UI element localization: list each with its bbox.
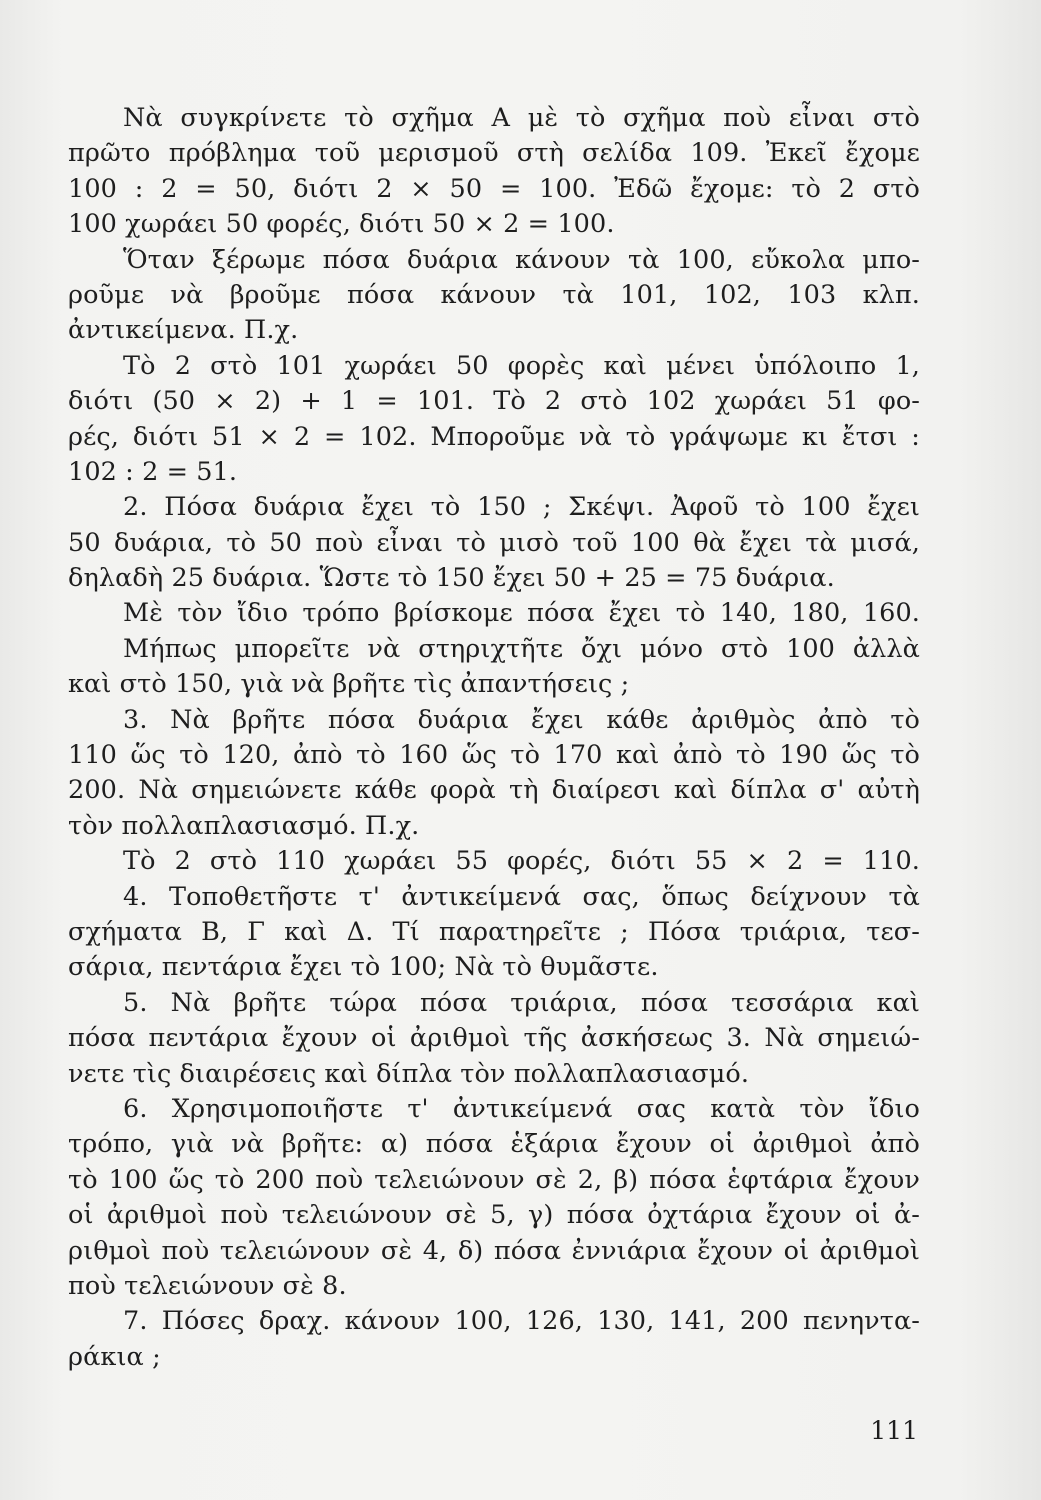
text-line: 6. Χρησιμοποιῆστε τ' ἀντικείμενά σας κατὰ τὸν ἴδιο bbox=[123, 1093, 920, 1124]
text-line: δηλαδὴ 25 δυάρια. Ὥστε τὸ 150 ἔχει 50 + 25 = 75 δυάρια. bbox=[68, 563, 835, 594]
text-line: 3. Νὰ βρῆτε πόσα δυάρια ἔχει κάθε ἀριθμὸς ἀπὸ τὸ bbox=[123, 704, 920, 735]
text-line: ρές, διότι 51 × 2 = 102. Μποροῦμε νὰ τὸ γράψωμε κι ἔτσι : bbox=[68, 421, 920, 452]
text-line: Νὰ συγκρίνετε τὸ σχῆμα Α μὲ τὸ σχῆμα ποὺ εἶναι στὸ bbox=[123, 103, 920, 133]
text-line: 102 : 2 = 51. bbox=[68, 456, 238, 487]
text-line: Τὸ 2 στὸ 110 χωράει 55 φορές, διότι 55 × 2 = 110. bbox=[123, 846, 920, 877]
body-text bbox=[68, 101, 920, 1375]
text-line: 100 χωράει 50 φορές, διότι 50 × 2 = 100. bbox=[68, 209, 615, 240]
text-line: ριθμοὶ ποὺ τελειώνουν σὲ 4, δ) πόσα ἐννιάρια ἔχουν οἱ ἀριθμοὶ bbox=[68, 1235, 920, 1266]
text-line: διότι (50 × 2) + 1 = 101. Τὸ 2 στὸ 102 χωράει 51 φο- bbox=[68, 386, 920, 417]
text-line: 5. Νὰ βρῆτε τώρα πόσα τριάρια, πόσα τεσσάρια καὶ bbox=[123, 987, 920, 1018]
text-line: Ὅταν ξέρωμε πόσα δυάρια κάνουν τὰ 100, εὔκολα μπο- bbox=[123, 244, 920, 275]
text-line: Μὲ τὸν ἴδιο τρόπο βρίσκομε πόσα ἔχει τὸ 140, 180, 160. bbox=[123, 598, 920, 629]
text-line: ροῦμε νὰ βροῦμε πόσα κάνουν τὰ 101, 102, 103 κλπ. bbox=[68, 279, 920, 310]
text-line: 4. Τοποθετῆστε τ' ἀντικείμενά σας, ὅπως δείχνουν τὰ bbox=[123, 881, 920, 912]
text-line: τρόπο, γιὰ νὰ βρῆτε: α) πόσα ἑξάρια ἔχουν οἱ ἀριθμοὶ ἀπὸ bbox=[68, 1129, 920, 1160]
text-line: νετε τὶς διαιρέσεις καὶ δίπλα τὸν πολλαπλασιασμό. bbox=[68, 1058, 750, 1089]
text-line: 50 δυάρια, τὸ 50 ποὺ εἶναι τὸ μισὸ τοῦ 100 θὰ ἔχει τὰ μισά, bbox=[68, 527, 920, 558]
text-line: 2. Πόσα δυάρια ἔχει τὸ 150 ; Σκέψι. Ἀφοῦ τὸ 100 ἔχει bbox=[123, 492, 920, 523]
text-line: τὸν πολλαπλασιασμό. Π.χ. bbox=[68, 810, 420, 841]
text-line: Μήπως μπορεῖτε νὰ στηριχτῆτε ὄχι μόνο στὸ 100 ἀλλὰ bbox=[123, 633, 920, 664]
text-line: οἱ ἀριθμοὶ ποὺ τελειώνουν σὲ 5, γ) πόσα ὀχτάρια ἔχουν οἱ ἀ- bbox=[68, 1200, 920, 1231]
text-line: σάρια, πεντάρια ἔχει τὸ 100; Νὰ τὸ θυμᾶστε. bbox=[68, 952, 659, 983]
text-line: ποὺ τελειώνουν σὲ 8. bbox=[68, 1270, 347, 1301]
text-line: σχήματα Β, Γ καὶ Δ. Τί παρατηρεῖτε ; Πόσα τριάρια, τεσ- bbox=[68, 916, 920, 947]
text-line: τὸ 100 ὥς τὸ 200 ποὺ τελειώνουν σὲ 2, β) πόσα ἑφτάρια ἔχουν bbox=[68, 1164, 920, 1195]
text-line: ἀντικείμενα. Π.χ. bbox=[68, 315, 299, 346]
page-number: 111 bbox=[870, 1416, 918, 1445]
text-line: καὶ στὸ 150, γιὰ νὰ βρῆτε τὶς ἀπαντήσεις ; bbox=[68, 669, 630, 700]
text-line: 200. Νὰ σημειώνετε κάθε φορὰ τὴ διαίρεσι καὶ δίπλα σ' αὐτὴ bbox=[68, 775, 920, 806]
text-line: Τὸ 2 στὸ 101 χωράει 50 φορὲς καὶ μένει ὑπόλοιπο 1, bbox=[123, 350, 920, 381]
text-line: 100 : 2 = 50, διότι 2 × 50 = 100. Ἐδῶ ἔχομε: τὸ 2 στὸ bbox=[68, 173, 920, 204]
text-line: πρῶτο πρόβλημα τοῦ μερισμοῦ στὴ σελίδα 109. Ἐκεῖ ἔχομε bbox=[68, 138, 920, 169]
text-line: 7. Πόσες δραχ. κάνουν 100, 126, 130, 141, 200 πενηντα- bbox=[123, 1306, 920, 1337]
text-line: 110 ὥς τὸ 120, ἀπὸ τὸ 160 ὥς τὸ 170 καὶ ἀπὸ τὸ 190 ὥς τὸ bbox=[68, 740, 920, 771]
text-line: πόσα πεντάρια ἔχουν οἱ ἀριθμοὶ τῆς ἀσκήσεως 3. Νὰ σημειώ- bbox=[68, 1023, 920, 1054]
text-line: ράκια ; bbox=[68, 1341, 161, 1372]
